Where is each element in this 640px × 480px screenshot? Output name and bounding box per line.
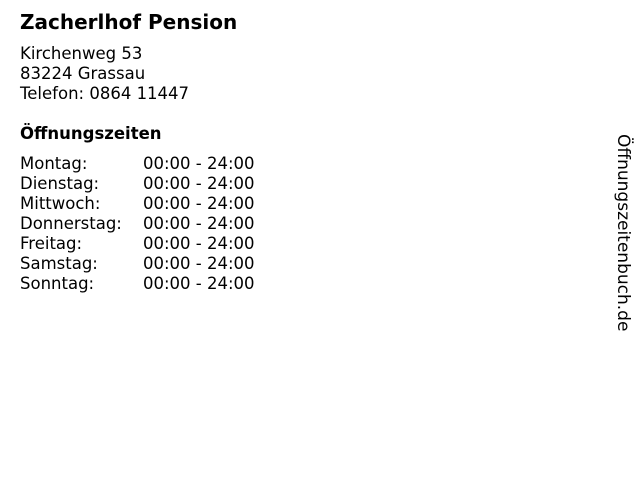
time-range: 00:00 - 24:00 [143,274,255,293]
time-range: 00:00 - 24:00 [143,214,255,233]
hours-row-thursday [20,214,255,234]
time-range: 00:00 - 24:00 [143,234,255,253]
time-range: 00:00 - 24:00 [143,174,255,193]
street-address: Kirchenweg 53 [20,44,143,63]
business-name: Zacherlhof Pension [20,10,238,34]
day-label: Mittwoch: [20,194,101,213]
time-range: 00:00 - 24:00 [143,154,255,173]
hours-row-friday [20,234,255,254]
hours-row-tuesday [20,174,255,194]
day-label: Sonntag: [20,274,95,293]
hours-row-wednesday [20,194,255,214]
day-label: Montag: [20,154,88,173]
day-label: Dienstag: [20,174,100,193]
hours-row-sunday [20,274,255,294]
hours-row-monday [20,154,255,174]
day-label: Freitag: [20,234,83,253]
site-watermark: Öffnungszeitenbuch.de [613,134,633,332]
postal-city: 83224 Grassau [20,64,146,83]
opening-hours-table [20,154,255,294]
phone-number: Telefon: 0864 11447 [20,84,190,103]
hours-row-saturday [20,254,255,274]
address-block [20,44,189,104]
day-label: Samstag: [20,254,98,273]
time-range: 00:00 - 24:00 [143,194,255,213]
opening-hours-heading: Öffnungszeiten [20,124,162,143]
time-range: 00:00 - 24:00 [143,254,255,273]
day-label: Donnerstag: [20,214,122,233]
